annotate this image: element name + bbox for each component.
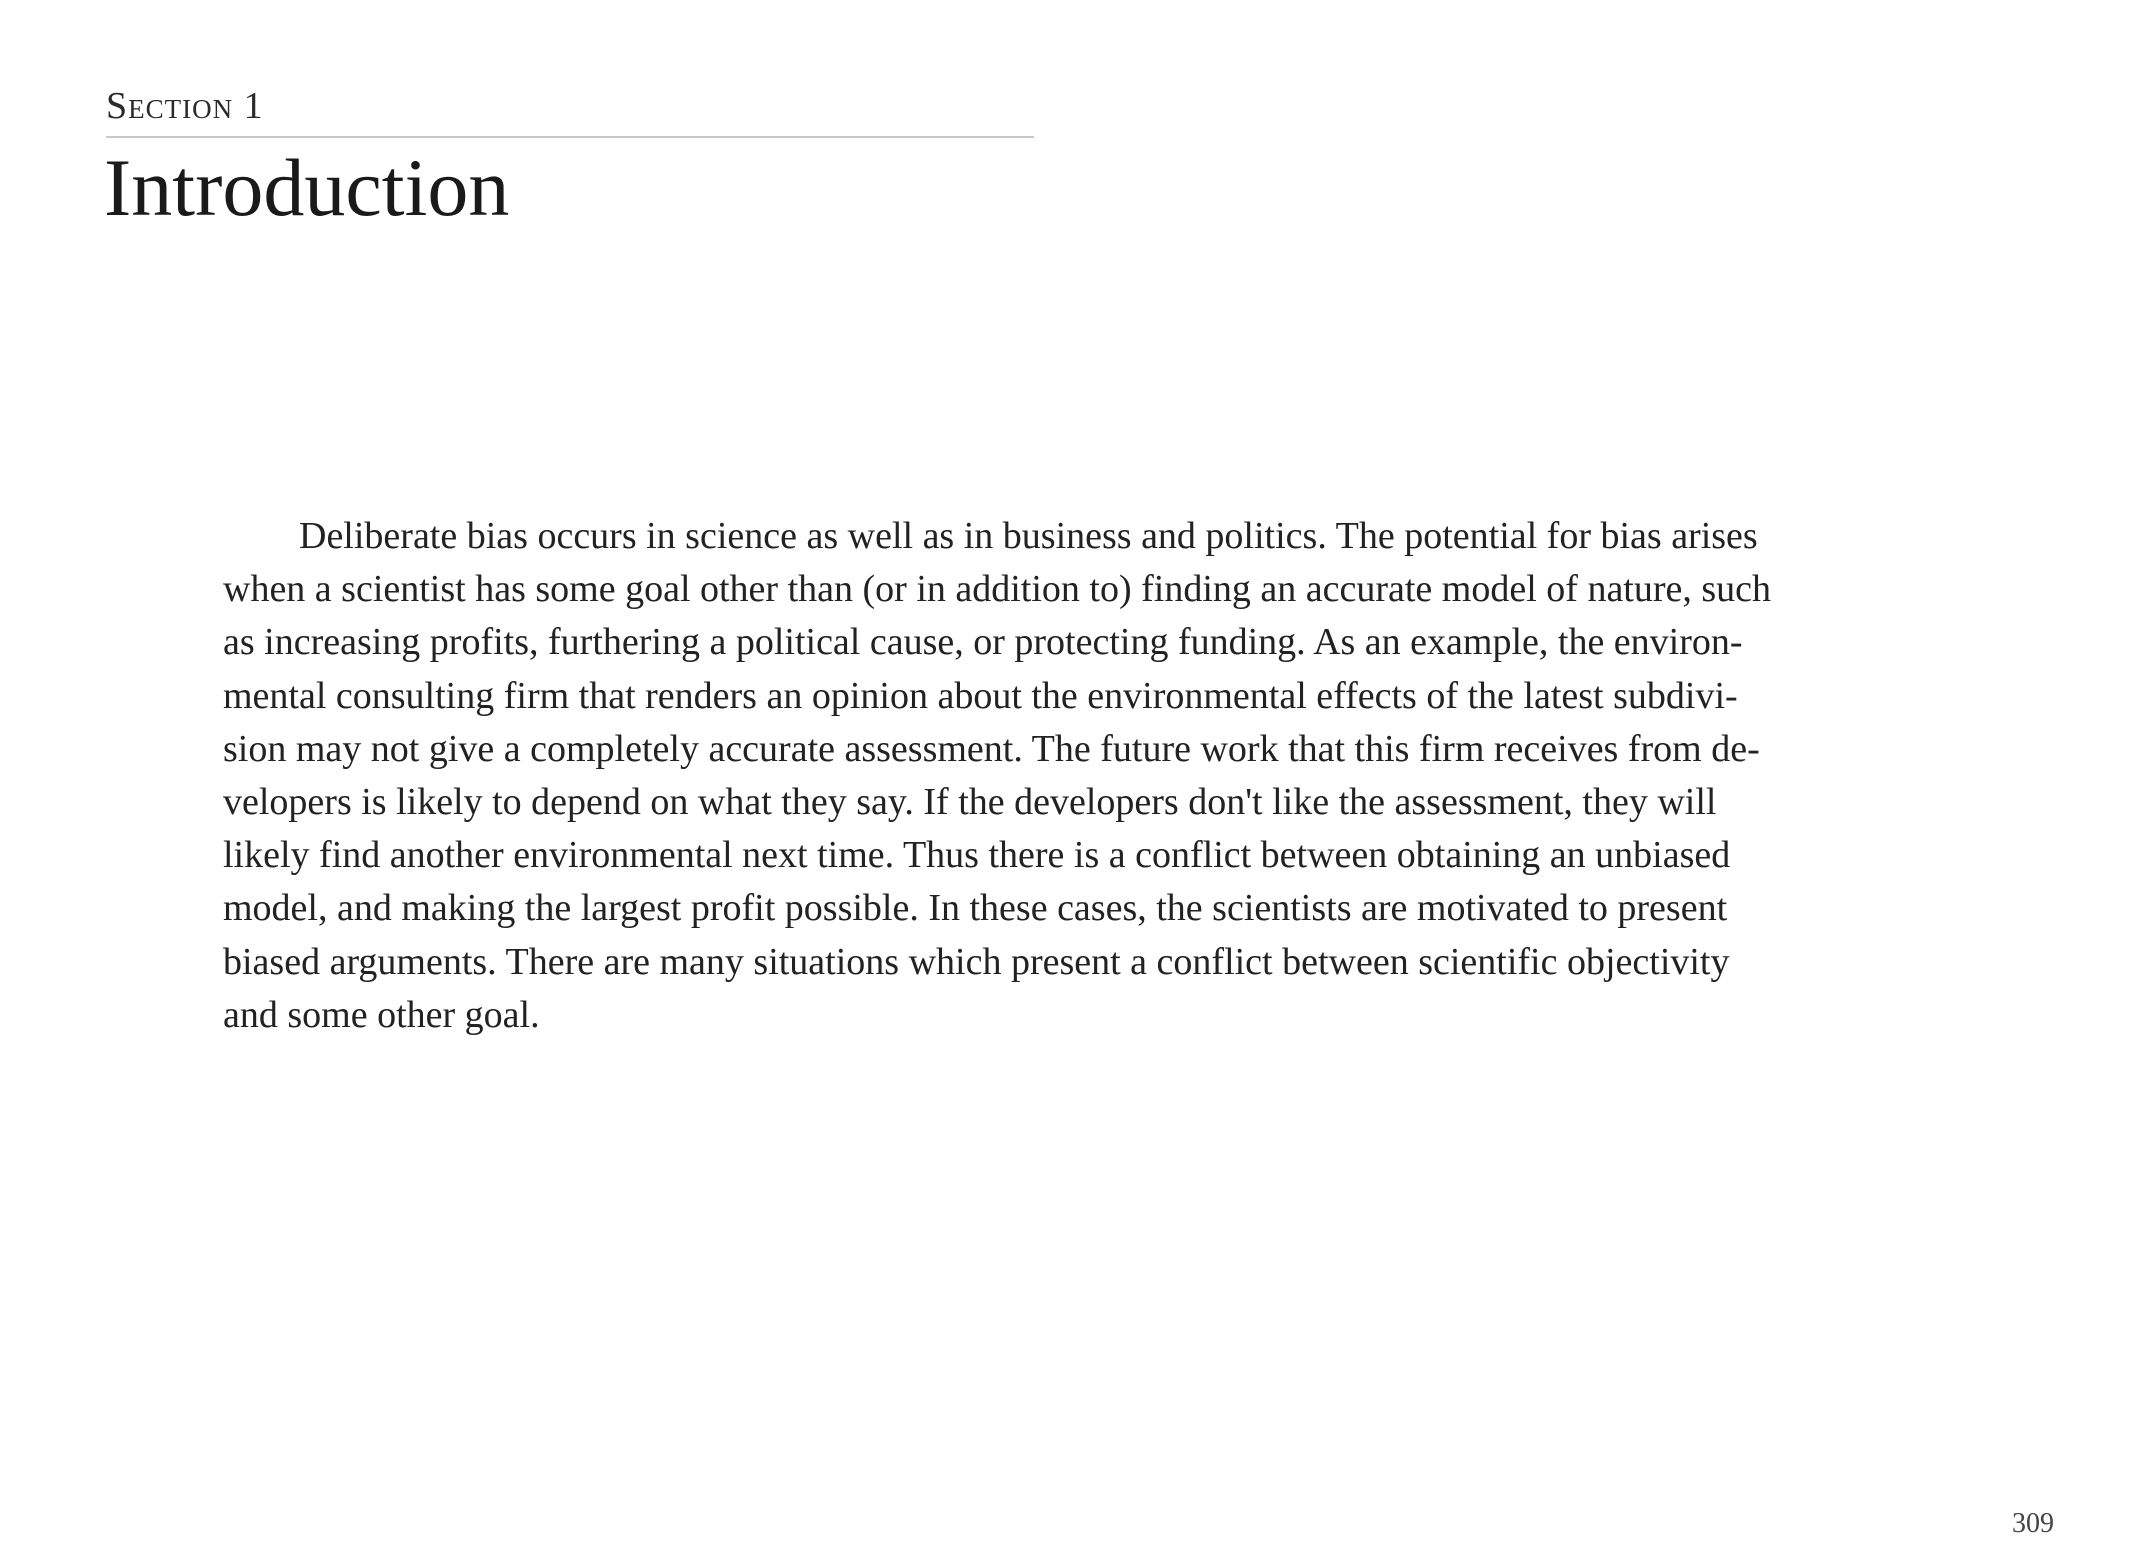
paragraph-line: as increasing profits, furthering a political cause, or protecting funding. As an example, the environ- (223, 621, 1743, 664)
body-paragraph (223, 510, 1943, 1042)
page-number: 309 (2012, 1508, 2054, 1539)
paragraph-line: velopers is likely to depend on what they say. If the developers don't like the assessment, they will (223, 781, 1717, 824)
section-label: Section 1 (106, 85, 264, 127)
paragraph-line: when a scientist has some goal other than (or in addition to) finding an accurate model of nature, such (223, 568, 1772, 611)
paragraph-line: mental consulting firm that renders an opinion about the environmental effects of the latest subdivi- (223, 674, 1738, 717)
paragraph-line: likely find another environmental next time. Thus there is a conflict between obtaining an unbiased (223, 834, 1731, 877)
section-header (106, 84, 1034, 236)
paragraph-line: biased arguments. There are many situations which present a conflict between scientific objectivity (223, 940, 1730, 983)
paragraph-line: sion may not give a completely accurate assessment. The future work that this firm receives from de- (223, 727, 1760, 770)
section-divider (106, 136, 1034, 138)
paragraph-line: Deliberate bias occurs in science as well as in business and politics. The potential for bias arises (299, 515, 1758, 557)
section-title: Introduction (104, 142, 510, 233)
paragraph-line: model, and making the largest profit possible. In these cases, the scientists are motivated to present (223, 887, 1728, 930)
paragraph-line: and some other goal. (223, 993, 540, 1036)
